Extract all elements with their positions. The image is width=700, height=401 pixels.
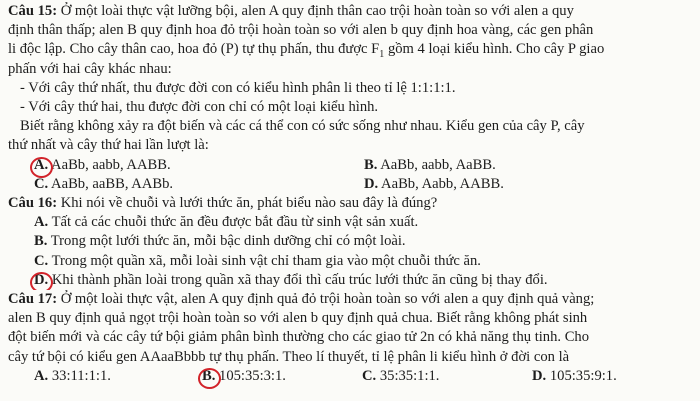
q15-line-1: Câu 15: Ở một loài thực vật lưỡng bội, alen A quy định thân cao trội hoàn toàn so với alen a quy — [8, 3, 574, 19]
q15-options-row-1 — [8, 156, 692, 175]
q17-options-row — [8, 367, 692, 386]
q17-label: Câu 17: — [8, 291, 58, 308]
q17-option-d[interactable]: D. 105:35:9:1. — [532, 367, 617, 384]
q15-case-1: - Với cây thứ nhất, thu được đời con có kiểu hình phân li theo tỉ lệ 1:1:1:1. — [20, 79, 456, 96]
q17-option-a[interactable]: A. 33:11:1:1. — [34, 367, 111, 384]
q15-option-a[interactable]: A. AaBb, aabb, AABB. — [8, 156, 364, 175]
q16-label: Câu 16: — [8, 195, 58, 212]
q17-line-3: đột biến mới và các cây tứ bội giảm phân bình thường cho các giao tử 2n có khả năng thụ tinh. Cho — [8, 329, 590, 346]
q16-option-a[interactable]: A. Tất cả các chuỗi thức ăn đều được bắt đầu từ sinh vật sản xuất. — [34, 214, 419, 231]
q15-label: Câu 15: — [8, 3, 58, 19]
q16-line-1: Câu 16: Khi nói về chuỗi và lưới thức ăn, phát biểu nào sau đây là đúng? — [8, 195, 438, 212]
q16-option-d-letter: D. — [34, 271, 48, 290]
q15-options-row-2 — [8, 175, 692, 194]
q16-option-c[interactable]: C. Trong một quần xã, mỗi loài sinh vật chỉ tham gia vào một chuỗi thức ăn. — [34, 252, 481, 269]
q17-option-c[interactable]: C. 35:35:1:1. — [362, 367, 440, 384]
q17-option-b-letter: B. — [202, 367, 215, 386]
q17-line-1: Câu 17: Ở một loài thực vật, alen A quy định quả đỏ trội hoàn toàn so với alen a quy định quả vàng; — [8, 291, 595, 308]
q15-option-a-letter: A. — [34, 156, 48, 175]
q17-line-4: cây tứ bội có kiểu gen AAaaBbbb tự thụ phấn. Theo lí thuyết, tỉ lệ phân li kiểu hình ở đời con là — [8, 348, 570, 365]
q15-line-4: phấn với hai cây khác nhau: — [8, 60, 172, 77]
q15-option-b[interactable]: B. AaBb, aabb, AaBB. — [364, 156, 496, 173]
q15-line-5: Biết rằng không xảy ra đột biến và các cá thể con có sức sống như nhau. Kiểu gen của cây P, cây — [20, 118, 585, 135]
q16-option-d[interactable]: D. Khi thành phần loài trong quần xã thay đổi thì cấu trúc lưới thức ăn cũng bị thay đổi. — [8, 271, 692, 290]
q15-line-2: định thân thấp; alen B quy định hoa đỏ trội hoàn toàn so với alen b quy định hoa vàng, các gen phân — [8, 22, 594, 39]
q17-option-b[interactable]: B. 105:35:3:1. — [202, 367, 362, 386]
q15-case-2: - Với cây thứ hai, thu được đời con chỉ có một loại kiểu hình. — [20, 99, 379, 116]
q17-line-2: alen B quy định quả ngọt trội hoàn toàn so với alen b quy định quả chua. Biết rằng không phát sinh — [8, 310, 588, 327]
q15-option-c[interactable]: C. AaBb, aaBB, AABb. — [34, 175, 174, 192]
q16-option-b[interactable]: B. Trong một lưới thức ăn, mỗi bậc dinh dưỡng chỉ có một loài. — [34, 233, 406, 250]
q15-line-3: li độc lập. Cho cây thân cao, hoa đỏ (P) tự thụ phấn, thu được $F_1$ gồm 4 loại kiểu hình. Cho cây P giao — [8, 41, 605, 60]
q15-option-d[interactable]: D. AaBb, Aabb, AABB. — [364, 175, 504, 192]
q15-line-6: thứ nhất và cây thứ hai lần lượt là: — [8, 137, 209, 154]
